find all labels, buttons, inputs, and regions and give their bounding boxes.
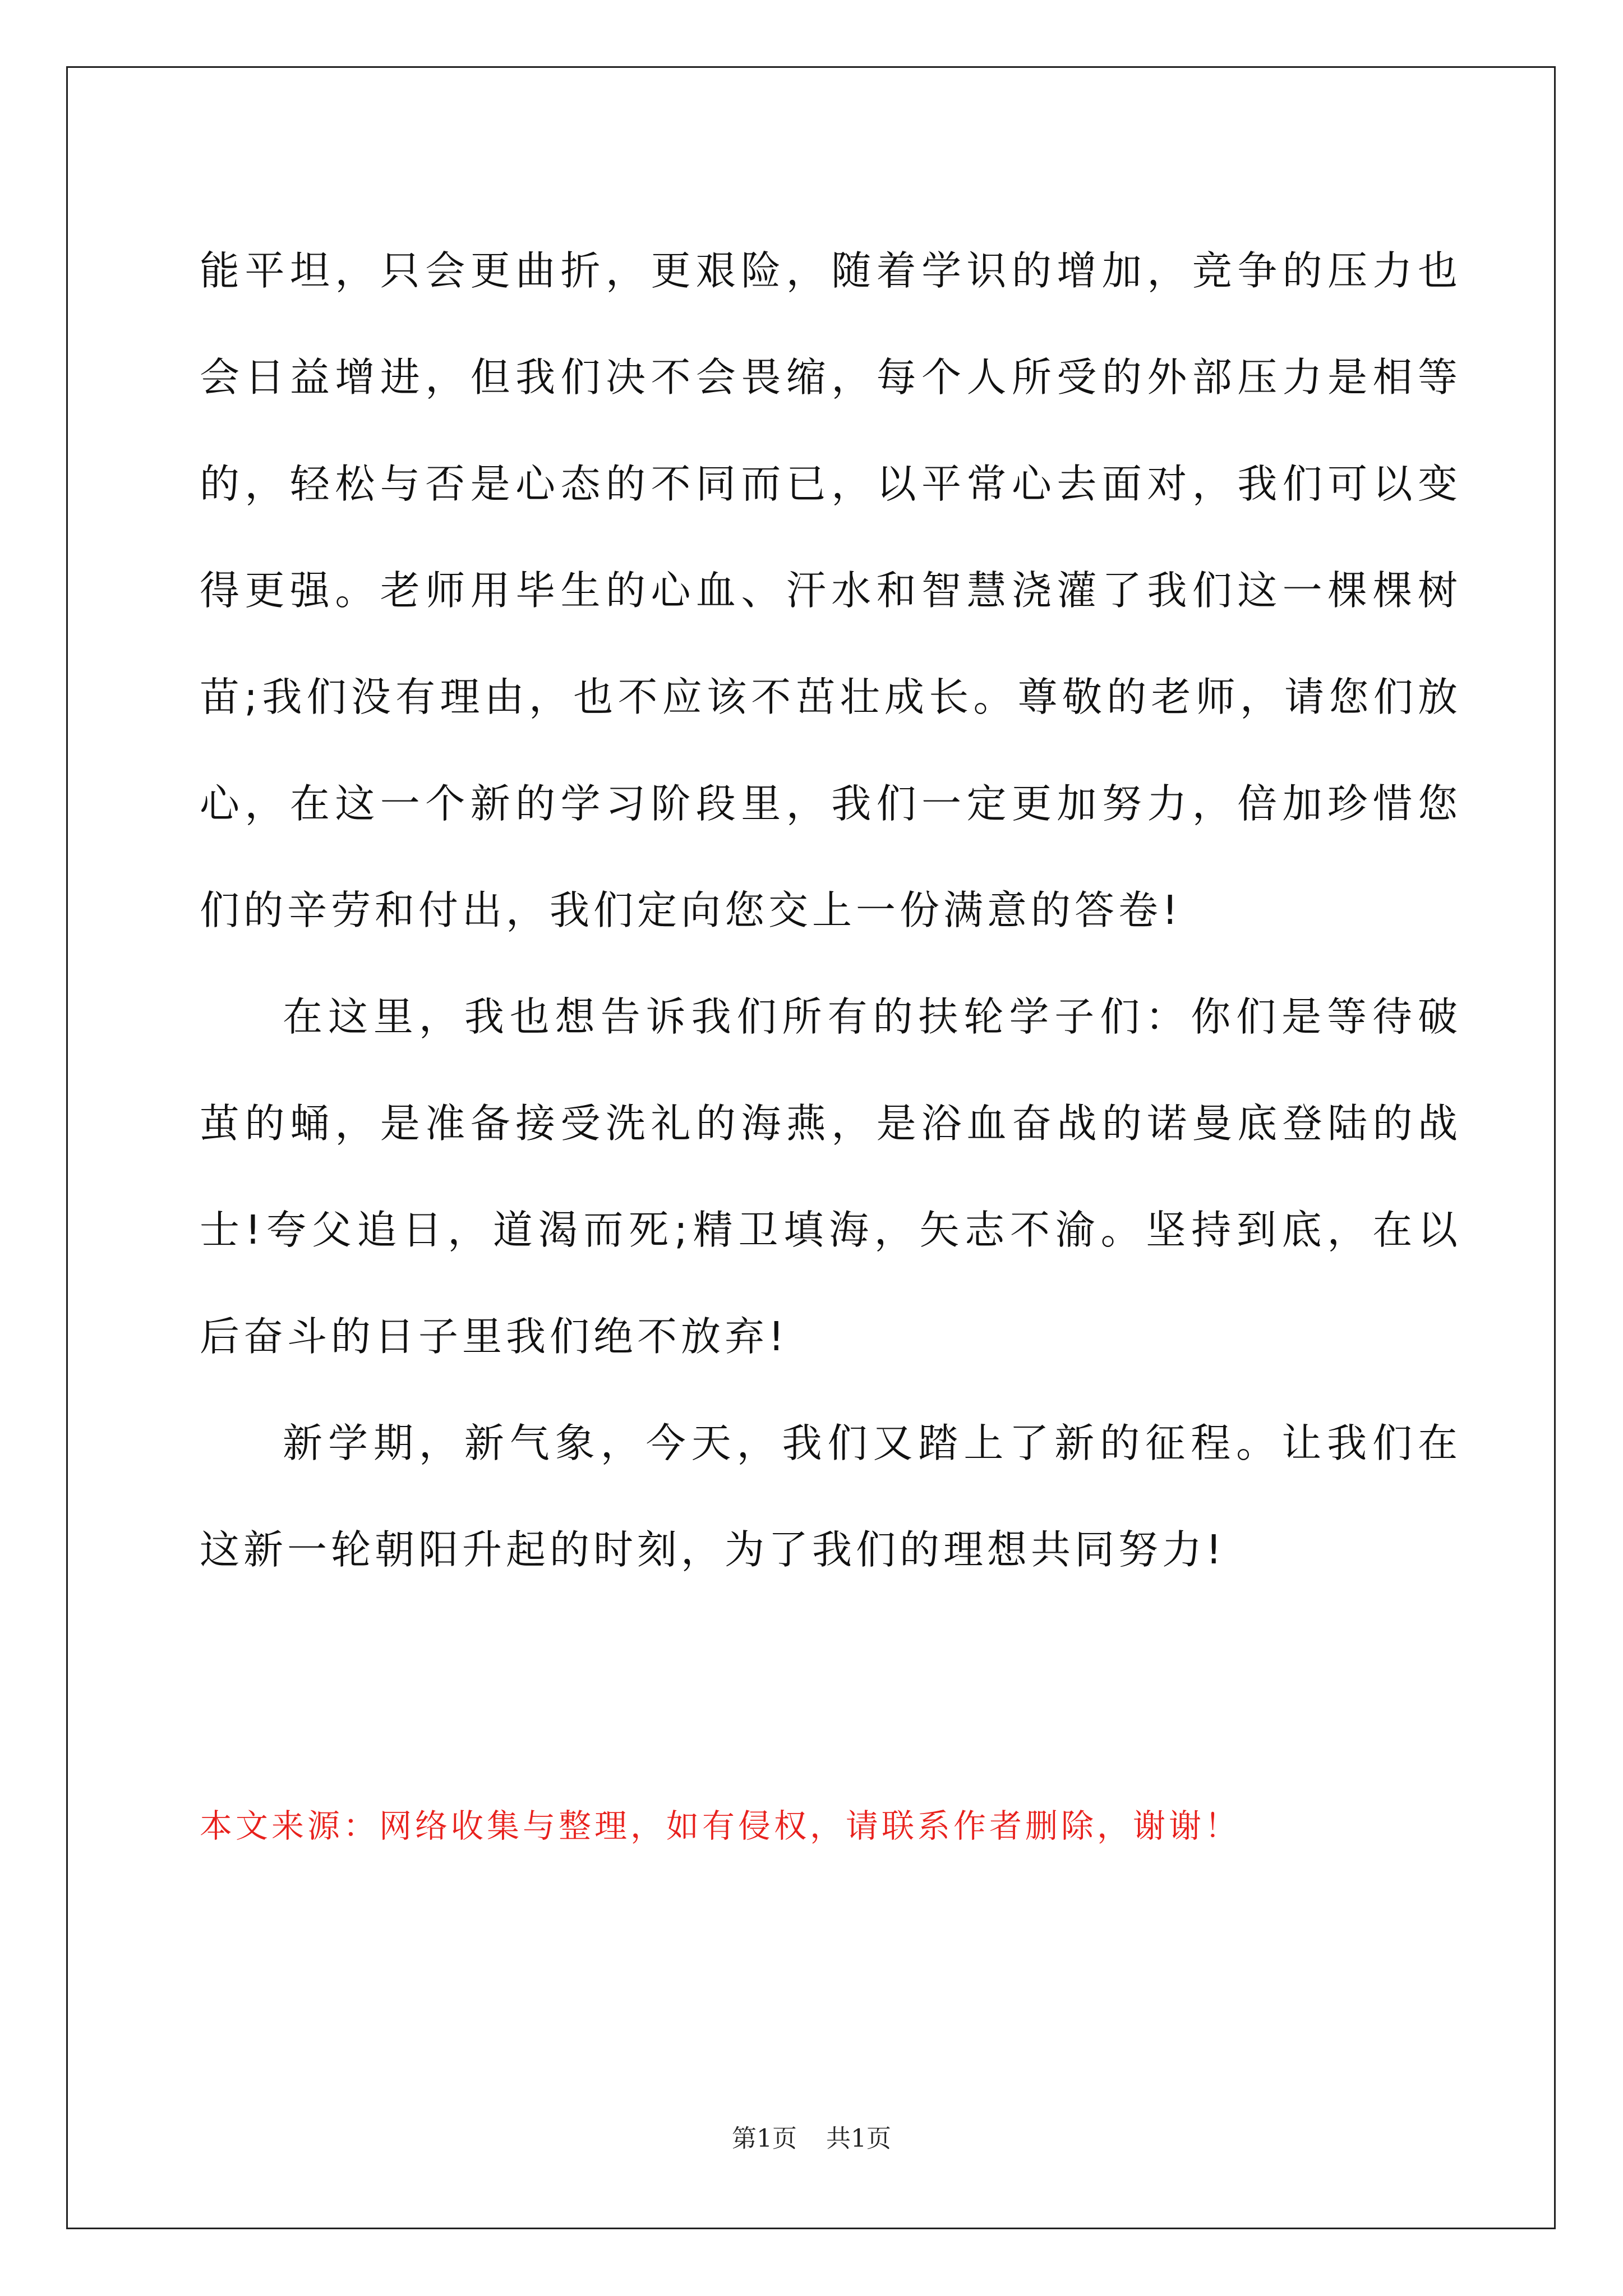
page-total: 共1页: [826, 2124, 891, 2153]
paragraph-3: 新学期，新气象，今天，我们又踏上了新的征程。让我们在这新一轮朝阳升起的时刻，为了我们的理想共同努力!: [200, 1420, 1461, 1573]
paragraph-1: 能平坦，只会更曲折，更艰险，随着学识的增加，竞争的压力也会日益增进，但我们决不会畏缩，每个人所受的外部压力是相等的，轻松与否是心态的不同而已，以平常心去面对，我们可以变得更强。老师用毕生的心血、汗水和智慧浇灌了我们这一棵棵树苗;我们没有理由，也不应该不茁壮成长。尊敬的老师，请您们放心，在这一个新的学习阶段里，我们一定更加努力，倍加珍惜您们的辛劳和付出，我们定向您交上一份满意的答卷!: [200, 247, 1461, 933]
paragraph-2: 在这里，我也想告诉我们所有的扶轮学子们：你们是等待破茧的蛹，是准备接受洗礼的海燕，是浴血奋战的诺曼底登陆的战士!夸父追日，道渴而死;精卫填海，矢志不渝。坚持到底，在以后奋斗的日子里我们绝不放弃!: [200, 993, 1461, 1360]
page-number: 第1页: [732, 2124, 797, 2153]
document-body: [200, 218, 1461, 1603]
source-note: 本文来源：网络收集与整理，如有侵权，请联系作者删除，谢谢！: [200, 1807, 1241, 1845]
page-footer: [0, 2122, 1623, 2156]
